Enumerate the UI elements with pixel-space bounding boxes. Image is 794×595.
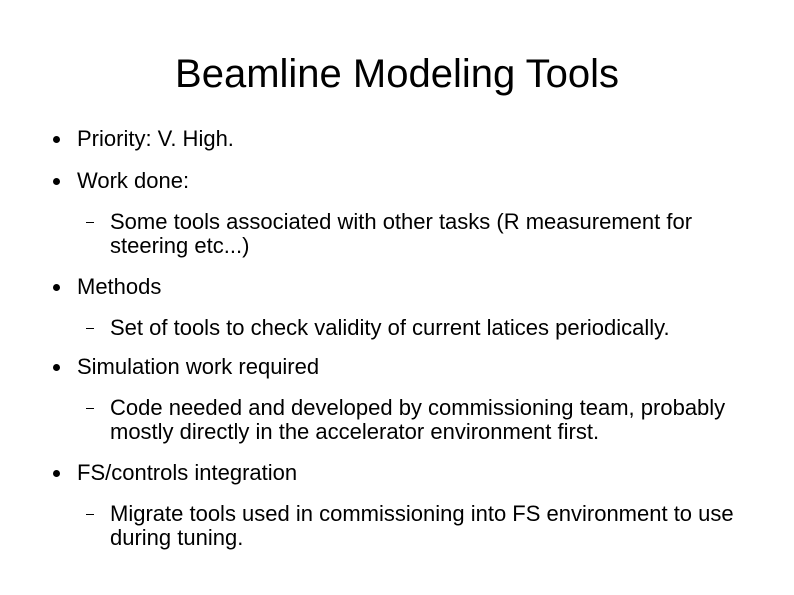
- bullet-dot-icon: [53, 136, 60, 143]
- sub-bullet-text: Code needed and developed by commissioning team, probably mostly directly in the accelerator environment first.: [110, 395, 726, 444]
- bullet-text: Priority: V. High.: [77, 126, 234, 151]
- sub-bullet-text: Migrate tools used in commissioning into FS environment to use during tuning.: [110, 501, 734, 550]
- dash-icon: [86, 222, 94, 223]
- sub-bullet-text: Some tools associated with other tasks (R measurement for steering etc...): [110, 209, 693, 258]
- dash-icon: [86, 328, 94, 329]
- dash-icon: [86, 514, 94, 515]
- bullet-dot-icon: [53, 178, 60, 185]
- bullet-dot-icon: [53, 364, 60, 371]
- bullet-text: Work done:: [77, 168, 190, 193]
- bullet-text: Methods: [77, 274, 162, 299]
- bullet-dot-icon: [53, 470, 60, 477]
- bullet-text: Simulation work required: [77, 354, 320, 379]
- dash-icon: [86, 408, 94, 409]
- bullet-text: FS/controls integration: [77, 460, 298, 485]
- bullet-dot-icon: [53, 284, 60, 291]
- sub-bullet-text: Set of tools to check validity of current latices periodically.: [110, 315, 670, 340]
- slide-title: Beamline Modeling Tools: [175, 52, 619, 96]
